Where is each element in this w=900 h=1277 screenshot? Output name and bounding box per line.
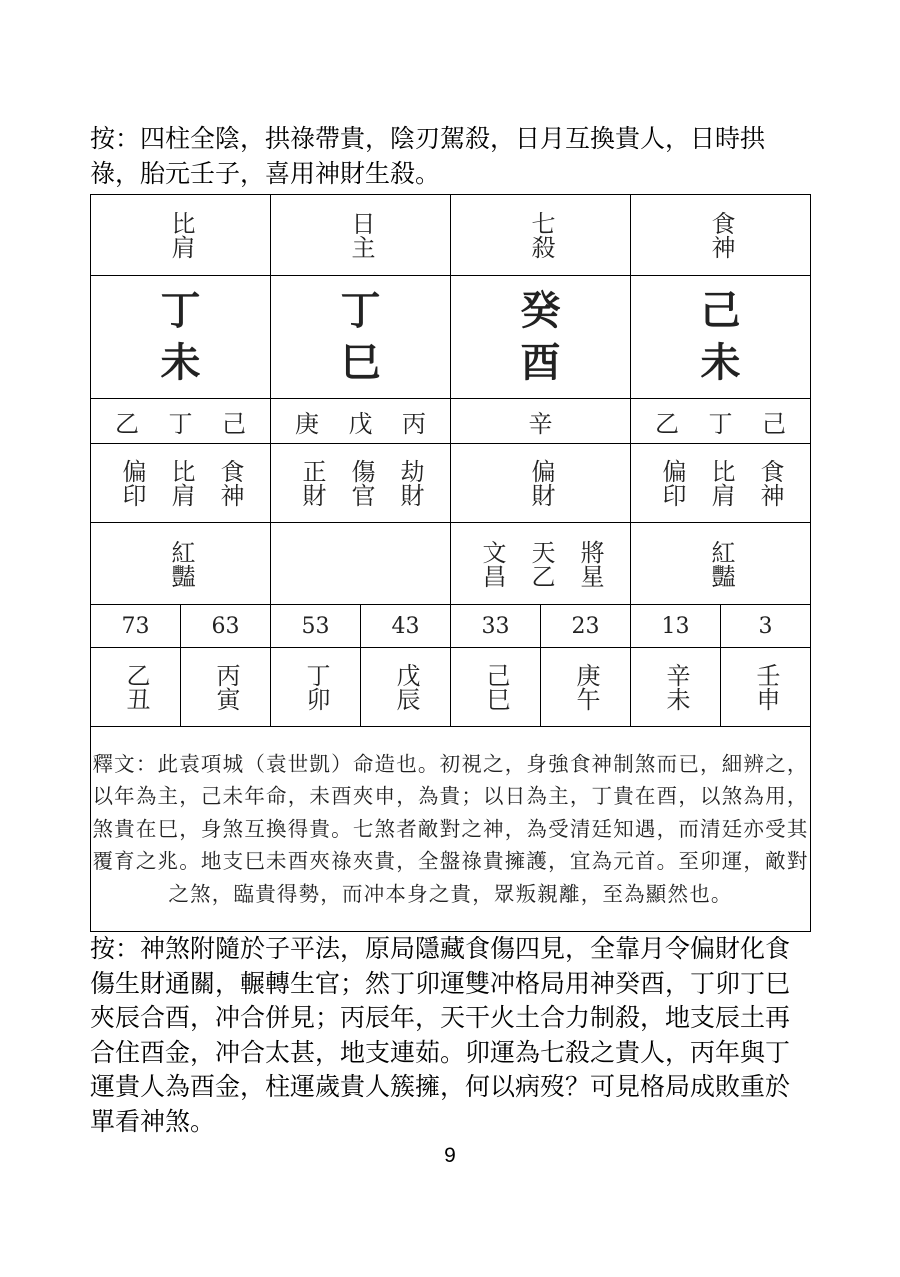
pillar-stem: 丁	[340, 287, 381, 334]
shensha-3	[451, 523, 631, 605]
shensha-item: 紅豔	[707, 539, 735, 588]
luck-pillar	[451, 648, 541, 727]
pillar-stem: 癸	[520, 287, 561, 334]
pillar-branch: 未	[160, 339, 201, 386]
luck-ages-row	[91, 605, 811, 648]
pillar-stem: 丁	[160, 287, 201, 334]
pillar-2	[271, 276, 451, 399]
note-paragraph: 按：神煞附隨於子平法，原局隱藏食傷四見，全靠月令偏財化食傷生財通關，輾轉生官；然丁卯運雙冲格局用神癸酉，丁卯丁巳夾辰合酉，冲合併見；丙辰年，天干火土合力制殺，地支辰土再合住酉金，冲合太甚，地支連茹。卯運為七殺之貴人，丙年與丁運貴人為酉金，柱運歲貴人簇擁，何以病歿？可見格局成敗重於單看神煞。	[90, 934, 791, 1136]
hidden-god: 劫財	[396, 459, 424, 507]
shensha-1	[91, 523, 271, 605]
ten-god-day	[451, 195, 631, 276]
luck-pillar	[361, 648, 451, 727]
hidden-gods-1	[91, 444, 271, 523]
luck-pillar-text: 辛未	[662, 663, 690, 711]
hidden-stems-row	[91, 399, 811, 444]
hidden-stem: 丁	[168, 409, 193, 438]
luck-age: 43	[361, 605, 451, 648]
luck-pillar	[181, 648, 271, 727]
hidden-stems-3	[451, 399, 631, 444]
ten-god-hour	[631, 195, 811, 276]
hidden-god: 偏印	[658, 459, 686, 507]
hidden-stem: 戊	[348, 409, 373, 438]
luck-pillar-text: 戊辰	[392, 663, 420, 711]
shensha-2	[271, 523, 451, 605]
luck-pillars-row	[91, 648, 811, 727]
hidden-gods-4	[631, 444, 811, 523]
explanation-text: 釋文：此袁項城（袁世凱）命造也。初視之，身強食神制煞而已，細辨之，以年為主，己未年命，未酉夾申，為貴；以日為主，丁貴在酉，以煞為用，煞貴在巳，身煞互換得貴。七煞者敵對之神，為受清廷知遇，而清廷亦受其覆育之兆。地支巳未酉夾祿夾貴，全盤祿貴擁護，宜為元首。至卯運，敵對之煞，臨貴得勢，而冲本身之貴，眾叛親離，至為顯然也。	[91, 727, 811, 932]
pillar-branch: 未	[700, 339, 741, 386]
luck-age: 33	[451, 605, 541, 648]
luck-pillar	[91, 648, 181, 727]
pillar-branch: 酉	[520, 339, 561, 386]
ten-god-label: 七殺	[527, 211, 555, 259]
ten-god-month	[271, 195, 451, 276]
luck-pillar	[541, 648, 631, 727]
ten-god-label: 日主	[347, 211, 375, 259]
luck-age: 13	[631, 605, 721, 648]
luck-pillar	[271, 648, 361, 727]
hidden-god: 偏印	[118, 459, 146, 507]
ten-god-label: 食神	[707, 211, 735, 259]
hidden-god: 正財	[298, 459, 326, 507]
hidden-god: 偏財	[527, 459, 555, 507]
hidden-gods-3	[451, 444, 631, 523]
luck-pillar-text: 乙丑	[122, 663, 150, 711]
intro-paragraph: 按：四柱全陰，拱祿帶貴，陰刃駕殺，日月互換貴人，日時拱祿，胎元壬子，喜用神財生殺。	[90, 124, 766, 188]
bazi-chart	[90, 194, 811, 932]
hidden-god: 食神	[756, 459, 784, 507]
hidden-stem: 己	[222, 409, 246, 438]
hidden-god: 比肩	[707, 459, 735, 507]
pillar-4	[631, 276, 811, 399]
page-number: 9	[444, 1144, 456, 1167]
explanation-row	[91, 727, 811, 932]
hidden-stem: 丙	[402, 409, 426, 438]
luck-pillar-text: 庚午	[572, 663, 600, 711]
hidden-stems-1	[91, 399, 271, 444]
hidden-stem: 乙	[655, 409, 679, 438]
hidden-stem: 己	[762, 409, 786, 438]
pillar-1	[91, 276, 271, 399]
hidden-stems-4	[631, 399, 811, 444]
luck-age: 63	[181, 605, 271, 648]
luck-pillar	[631, 648, 721, 727]
hidden-stem: 丁	[708, 409, 733, 438]
ten-god-label: 比肩	[167, 211, 195, 259]
shensha-item: 紅豔	[167, 539, 195, 588]
luck-pillar-text: 壬申	[752, 663, 780, 711]
shensha-item: 文昌	[478, 539, 506, 588]
hidden-stem: 辛	[528, 409, 553, 438]
pillar-stem: 己	[700, 287, 741, 334]
luck-age: 3	[721, 605, 811, 648]
hidden-gods-row	[91, 444, 811, 523]
shensha-item: 將星	[576, 539, 604, 588]
luck-pillar	[721, 648, 811, 727]
hidden-god: 傷官	[347, 459, 375, 507]
hidden-god: 食神	[216, 459, 244, 507]
luck-age: 23	[541, 605, 631, 648]
luck-pillar-text: 己巳	[482, 663, 510, 711]
pillar-branch: 巳	[340, 339, 381, 386]
luck-pillar-text: 丙寅	[212, 663, 240, 711]
ten-gods-row	[91, 195, 811, 276]
luck-pillar-text: 丁卯	[302, 663, 330, 711]
hidden-stem: 庚	[295, 409, 319, 438]
hidden-gods-2	[271, 444, 451, 523]
luck-age: 53	[271, 605, 361, 648]
luck-age: 73	[91, 605, 181, 648]
shensha-row	[91, 523, 811, 605]
shensha-4	[631, 523, 811, 605]
shensha-item: 天乙	[527, 539, 555, 588]
pillar-3	[451, 276, 631, 399]
hidden-god: 比肩	[167, 459, 195, 507]
hidden-stem: 乙	[115, 409, 139, 438]
ten-god-year	[91, 195, 271, 276]
hidden-stems-2	[271, 399, 451, 444]
pillars-row	[91, 276, 811, 399]
